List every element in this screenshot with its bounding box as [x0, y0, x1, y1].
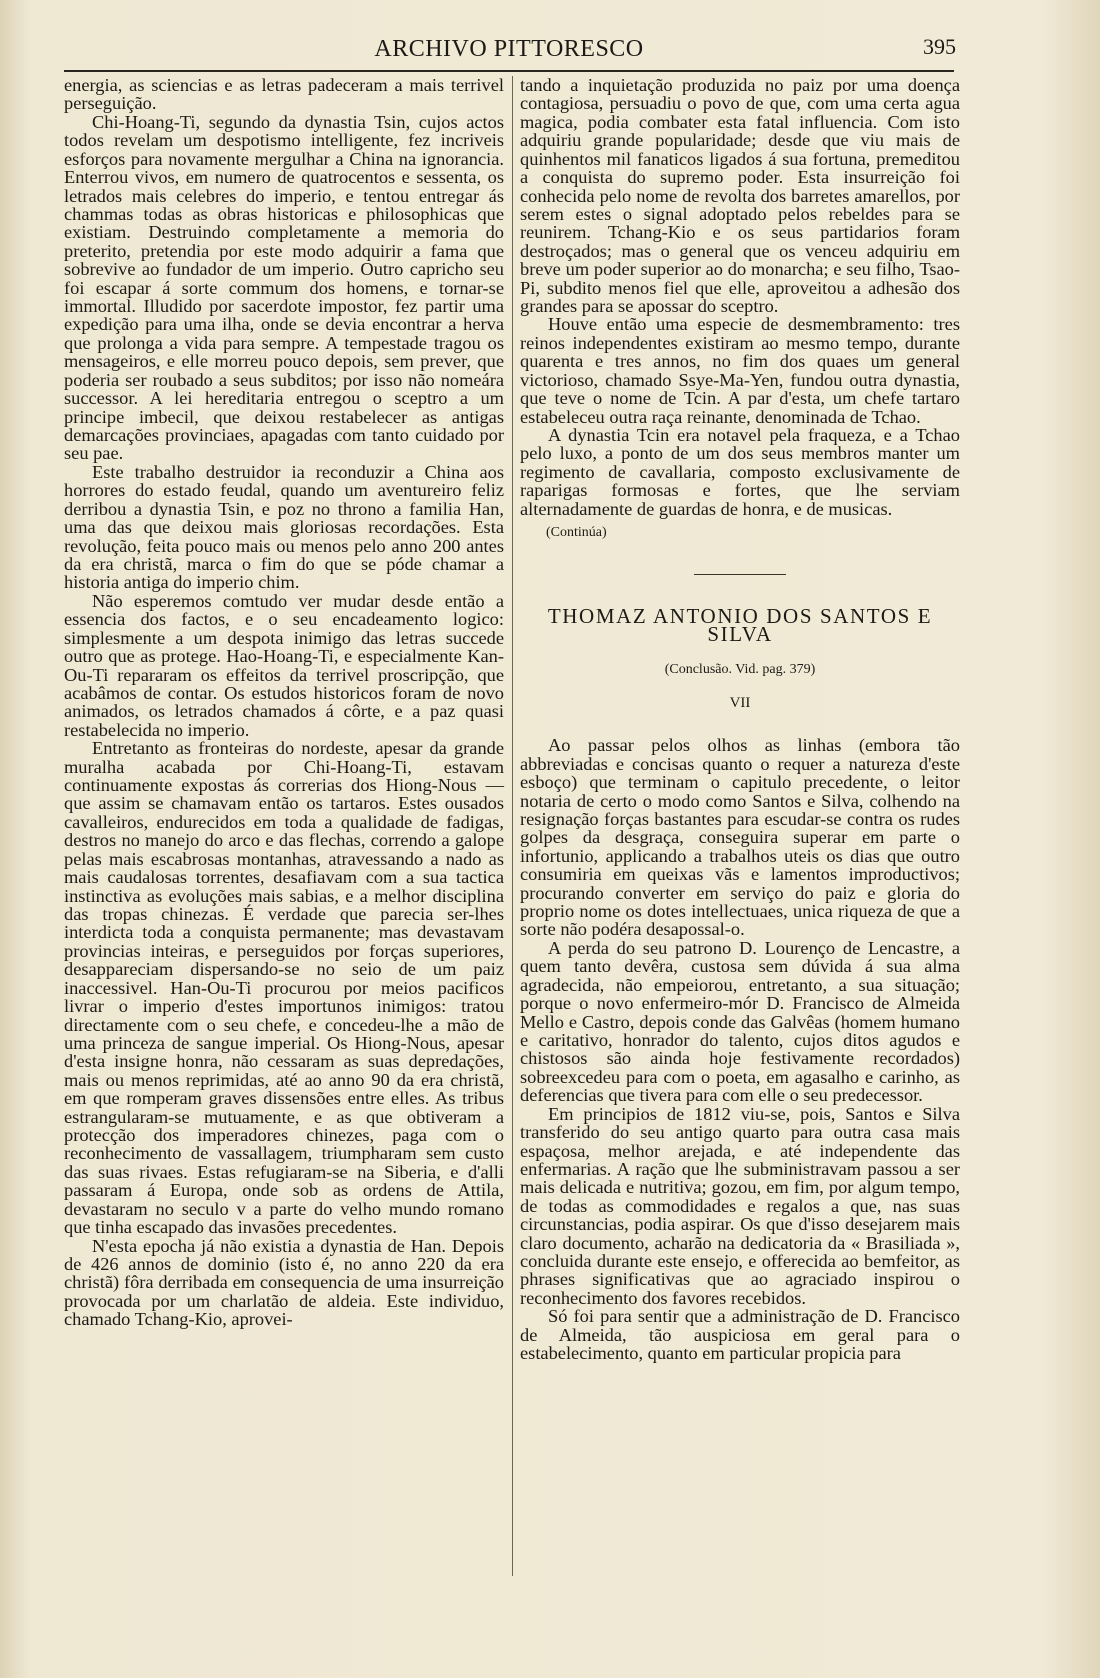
- section-number: VII: [729, 694, 751, 711]
- column-divider: [512, 76, 513, 1576]
- page-header: [64, 34, 954, 64]
- paragraph: Entretanto as fronteiras do nordeste, apesar da grande muralha acabada por Chi-Hoang-Ti, estavam continuamente expostas ás correrias dos Hiong-Nous — que assim se chamavam então os tartaros. Estes ousados cavalleiros, endurecidos em toda a qualidade de fadigas, destros no manejo do arco e das flechas, correndo a galope pelas mais escabrosas montanhas, atravessando a nado as mais caudalosas torrentes, desafiavam com a sua tactica instinctiva as evoluções mais sabias, e a melhor disciplina das tropas chinezas. É verdade que parecia ser-lhes interdicta toda a conquista permanente; mas devastavam provincias inteiras, e perseguidos por forças superiores, desappareciam dispersando-se no seio de um paiz inaccessivel. Han-Ou-Ti procurou por meios pacificos livrar o imperio d'estes importunos inimigos: tratou directamente com o seu chefe, e concedeu-lhe a mão de uma princeza de sangue imperial. Os Hiong-Nous, apesar d'esta insigne honra, não cessaram as suas depredações, mais ou menos reprimidas, até ao anno 90 da era christã, em que romperam graves dissensões entre elles. As tribus estrangularam-se mutuamente, e as que obtiveram a protecção dos imperadores chinezes, paga com o reconhecimento de vassallagem, triumpharam sem custo das suas rivaes. Estas refugiaram-se na Siberia, e d'alli passaram á Europa, onde sob as ordens de Attila, devastaram no seculo v a parte do velho mundo romano que tinha escapado das invasões precedentes.: [64, 738, 504, 1238]
- page-number: 395: [923, 34, 956, 59]
- paragraph: Não esperemos comtudo ver mudar desde então a essencia dos factos, e o seu encadeamento logico: simplesmente a um despota inimigo das letras succede outro que as protege. Hao-Hoang-Ti, e especialmente Kan-Ou-Ti repararam os effeitos da terrivel proscripção, que acabâmos de contar. Os estudos historicos foram de novo animados, os letrados chamados á côrte, e a paz quasi restabelecida no imperio.: [64, 590, 504, 740]
- paragraph: Este trabalho destruidor ia reconduzir a China aos horrores do estado feudal, quando um aventureiro feliz derribou a dynastia Tsin, e poz no throno a familia Han, uma das que deixou mais gloriosas recordações. Esta revolução, feita pouco mais ou menos pelo anno 200 antes da era christã, marca o fim do que se póde chamar a historia antiga do imperio chim.: [64, 461, 504, 593]
- journal-title: ARCHIVO PITTORESCO: [374, 36, 644, 62]
- header-rule: [64, 70, 954, 72]
- paragraph: Só foi para sentir que a administração de D. Francisco de Almeida, tão auspiciosa em geral para o estabelecimento, quanto em particular propicia para: [520, 1306, 960, 1364]
- paragraph: Em principios de 1812 viu-se, pois, Santos e Silva transferido do seu antigo quarto para outra casa mais espaçosa, melhor arejada, e até independente das enfermarias. A ração que lhe subministravam passou a ser mais delicada e nutritiva; gozou, em fim, por algum tempo, de todas as commodidades e regalos a que, nas suas circunstancias, podia aspirar. Os que d'isso desejarem mais claro documento, acharão na dedicatoria da « Brasiliada », concluida durante este ensejo, e offerecida ao bemfeitor, as phrases significativas que ao agraciado inspirou o reconhecimento dos favores recebidos.: [520, 1103, 960, 1308]
- article-title: THOMAZ ANTONIO DOS SANTOS E SILVA: [547, 603, 933, 646]
- left-column: [64, 76, 504, 1329]
- paragraph: N'esta epocha já não existia a dynastia de Han. Depois de 426 annos de dominio (isto é, no anno 220 da era christã) fôra derribada em consequencia de uma insurreição provocada por um charlatão de aldeia. Este individuo, chamado Tchang-Kio, aprovei-: [64, 1235, 504, 1330]
- paragraph: energia, as sciencias e as letras padeceram a mais terrivel perseguição.: [64, 75, 504, 114]
- right-column: [520, 76, 960, 1363]
- paragraph: tando a inquietação produzida no paiz por uma doença contagiosa, persuadiu o povo de que, com uma certa agua magica, podia combater esta fatal influencia. Com isto adquiriu grande popularidade; desde que viu mais de quinhentos mil fanaticos ligados á sua fortuna, premeditou a conquista do supremo poder. Esta insurreição foi conhecida pelo nome de revolta dos barretes amarellos, por serem estes o signal adoptado pelos rebeldes para se reunirem. Tchang-Kio e os seus partidarios foram destroçados; mas o general que os venceu adquiriu em breve um poder superior ao do monarcha; e seu filho, Tsao-Pi, subdito menos fiel que elle, aproveitou a adhesão dos grandes para se apossar do sceptro.: [520, 75, 960, 317]
- paragraph: A perda do seu patrono D. Lourenço de Lencastre, a quem tanto devêra, custosa sem dúvida á sua alma agradecida, não empeiorou, entretanto, a sua situação; porque o novo enfermeiro-mór D. Francisco de Almeida Mello e Castro, depois conde das Galvêas (homem humano e caritativo, honrador do talento, cujos ditos agudos e chistosos são ainda hoje festivamente recordados) sobreexcedeu para com o poeta, em agasalho e carinho, as deferencias que tivera para com elle o seu predecessor.: [520, 937, 960, 1106]
- continua-note: (Continúa): [546, 525, 607, 541]
- section-separator: [694, 574, 786, 575]
- paragraph: Houve então uma especie de desmembramento: tres reinos independentes existiram ao mesmo tempo, durante quarenta e tres annos, no fim dos quaes um general victorioso, chamado Ssye-Ma-Yen, fundou outra dynastia, que teve o nome de Tcin. A par d'esta, um chefe tartaro estabeleceu outra raça reinante, denominada de Tchao.: [520, 314, 960, 427]
- paragraph: A dynastia Tcin era notavel pela fraqueza, e a Tchao pelo luxo, a ponto de um dos seus membros manter um regimento de cavallaria, composto exclusivamente de raparigas formosas e fortes, que lhe serviam alternadamente de guardas de honra, e de musicas.: [520, 425, 960, 519]
- article-subtitle: (Conclusão. Vid. pag. 379): [664, 662, 816, 678]
- paragraph: Chi-Hoang-Ti, segundo da dynastia Tsin, cujos actos todos revelam um despotismo intelligente, fez incriveis esforços para novamente mergulhar a China na ignorancia. Enterrou vivos, em numero de quatrocentos e sessenta, os letrados mais celebres do imperio, e tentou entregar ás chammas todas as obras historicas e philosophicas que existiam. Destruindo completamente a memoria do preterito, pretendia por este modo adquirir a fama que sobrevive ao fundador de um imperio. Outro capricho seu foi escapar á sorte commum dos homens, e tornar-se immortal. Illudido por sacerdote impostor, fez partir uma expedição para uma ilha, onde se devia encontrar a herva que prolonga a vida para sempre. A tempestade tragou os mensageiros, e elle morreu pouco depois, sem prever, que poderia ser roubado a seus subditos; por isso não nomeára successor. A lei hereditaria entregou o sceptro a um principe imbecil, que deixou restabelecer as antigas demarcações provinciaes, apagadas com tanto cuidado por seu pae.: [64, 111, 504, 464]
- paragraph: Ao passar pelos olhos as linhas (embora tão abbreviadas e concisas quanto o requer a natureza d'este esboço) que terminam o capitulo precedente, o leitor notaria de certo o modo como Santos e Silva, colhendo na resignação forças bastantes para escudar-se contra os rudes golpes da desgraça, conseguira superar em parte o infortunio, applicando a trabalhos uteis os dias que outro consumiria em queixas vãs e lamentos improductivos; procurando converter em serviço do paiz e gloria do proprio nome os dotes intellectuaes, unica riqueza de que a sorte não podéra desapossal-o.: [520, 735, 960, 940]
